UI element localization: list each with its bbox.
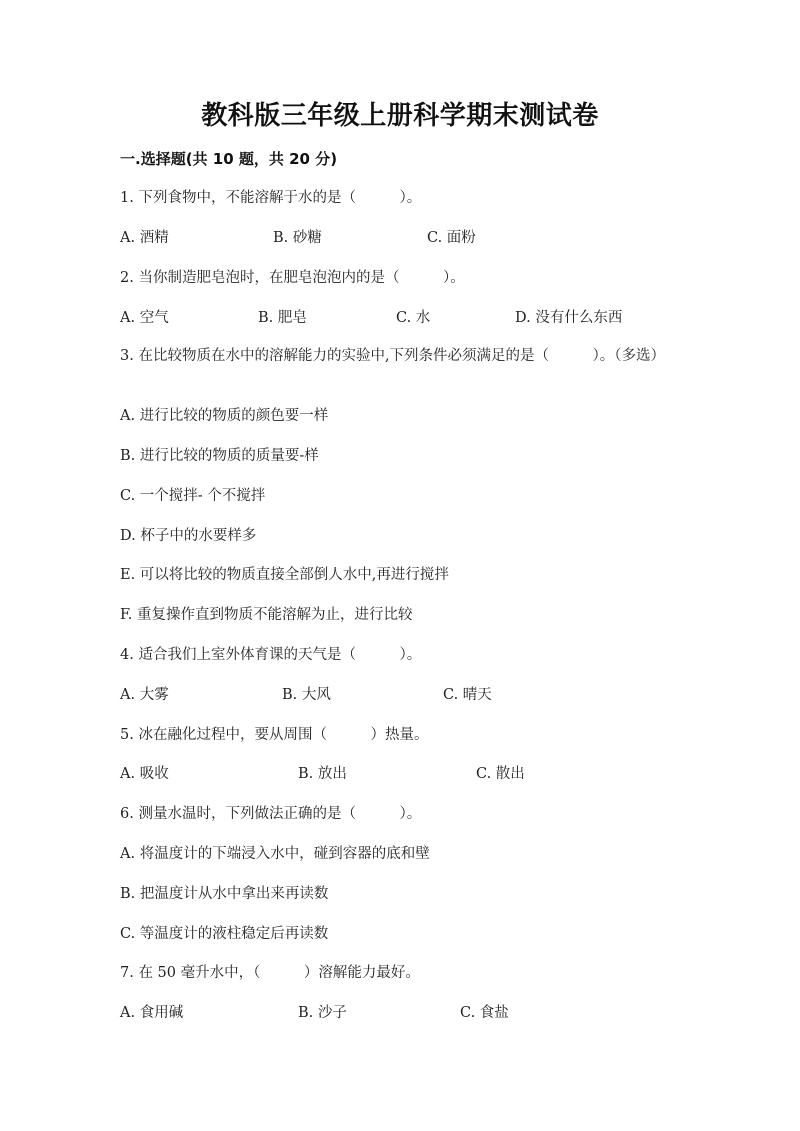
question-3-option-b: B. 进行比较的物质的质量要-样 xyxy=(120,448,319,464)
question-1-option-a: A. 酒精 xyxy=(120,230,169,246)
question-6-option-c: C. 等温度计的液柱稳定后再读数 xyxy=(120,926,329,942)
question-5-option-b: B. 放出 xyxy=(298,766,347,782)
question-3-option-a: A. 进行比较的物质的颜色要一样 xyxy=(120,408,329,424)
question-6-stem: 6. 测量水温时，下列做法正确的是（ ）。 xyxy=(120,806,422,822)
question-3-option-e: E. 可以将比较的物质直接全部倒人水中,再进行搅拌 xyxy=(120,567,449,583)
question-7-stem: 7. 在 50 毫升水中，（ ）溶解能力最好。 xyxy=(120,965,420,981)
question-2-option-b: B. 肥皂 xyxy=(258,310,307,326)
question-6-option-b: B. 把温度计从水中拿出来再读数 xyxy=(120,886,329,902)
question-1-stem: 1. 下列食物中，不能溶解于水的是（ ）。 xyxy=(120,190,422,206)
question-4-stem: 4. 适合我们上室外体育课的天气是（ ）。 xyxy=(120,647,422,663)
section-heading: 一.选择题(共 10 题，共 20 分) xyxy=(120,150,338,168)
question-3-option-f: F. 重复操作直到物质不能溶解为止，进行比较 xyxy=(120,607,413,623)
question-5-option-a: A. 吸收 xyxy=(120,766,169,782)
question-7-option-a: A. 食用碱 xyxy=(120,1005,184,1021)
question-2-stem: 2. 当你制造肥皂泡时，在肥皂泡泡内的是（ ）。 xyxy=(120,270,465,286)
question-3-option-c: C. 一个搅拌- 个不搅拌 xyxy=(120,488,266,504)
question-7-option-b: B. 沙子 xyxy=(298,1005,347,1021)
question-6-option-a: A. 将温度计的下端浸入水中，碰到容器的底和壁 xyxy=(120,846,430,862)
question-1-option-c: C. 面粉 xyxy=(427,230,476,246)
question-3-stem: 3. 在比较物质在水中的溶解能力的实验中,下列条件必须满足的是（ ）。（多选） xyxy=(120,348,666,364)
question-4-option-b: B. 大风 xyxy=(282,687,331,703)
question-5-stem: 5. 冰在融化过程中，要从周围（ ）热量。 xyxy=(120,727,429,743)
question-7-option-c: C. 食盐 xyxy=(460,1005,509,1021)
question-4-option-c: C. 晴天 xyxy=(443,687,492,703)
question-4-option-a: A. 大雾 xyxy=(120,687,169,703)
question-2-option-d: D. 没有什么东西 xyxy=(515,310,623,326)
question-3-option-d: D. 杯子中的水要样多 xyxy=(120,528,257,544)
question-1-option-b: B. 砂糖 xyxy=(273,230,322,246)
question-5-option-c: C. 散出 xyxy=(476,766,525,782)
exam-title: 教科版三年级上册科学期末测试卷 xyxy=(201,101,599,131)
question-2-option-c: C. 水 xyxy=(396,310,431,326)
question-2-option-a: A. 空气 xyxy=(120,310,169,326)
